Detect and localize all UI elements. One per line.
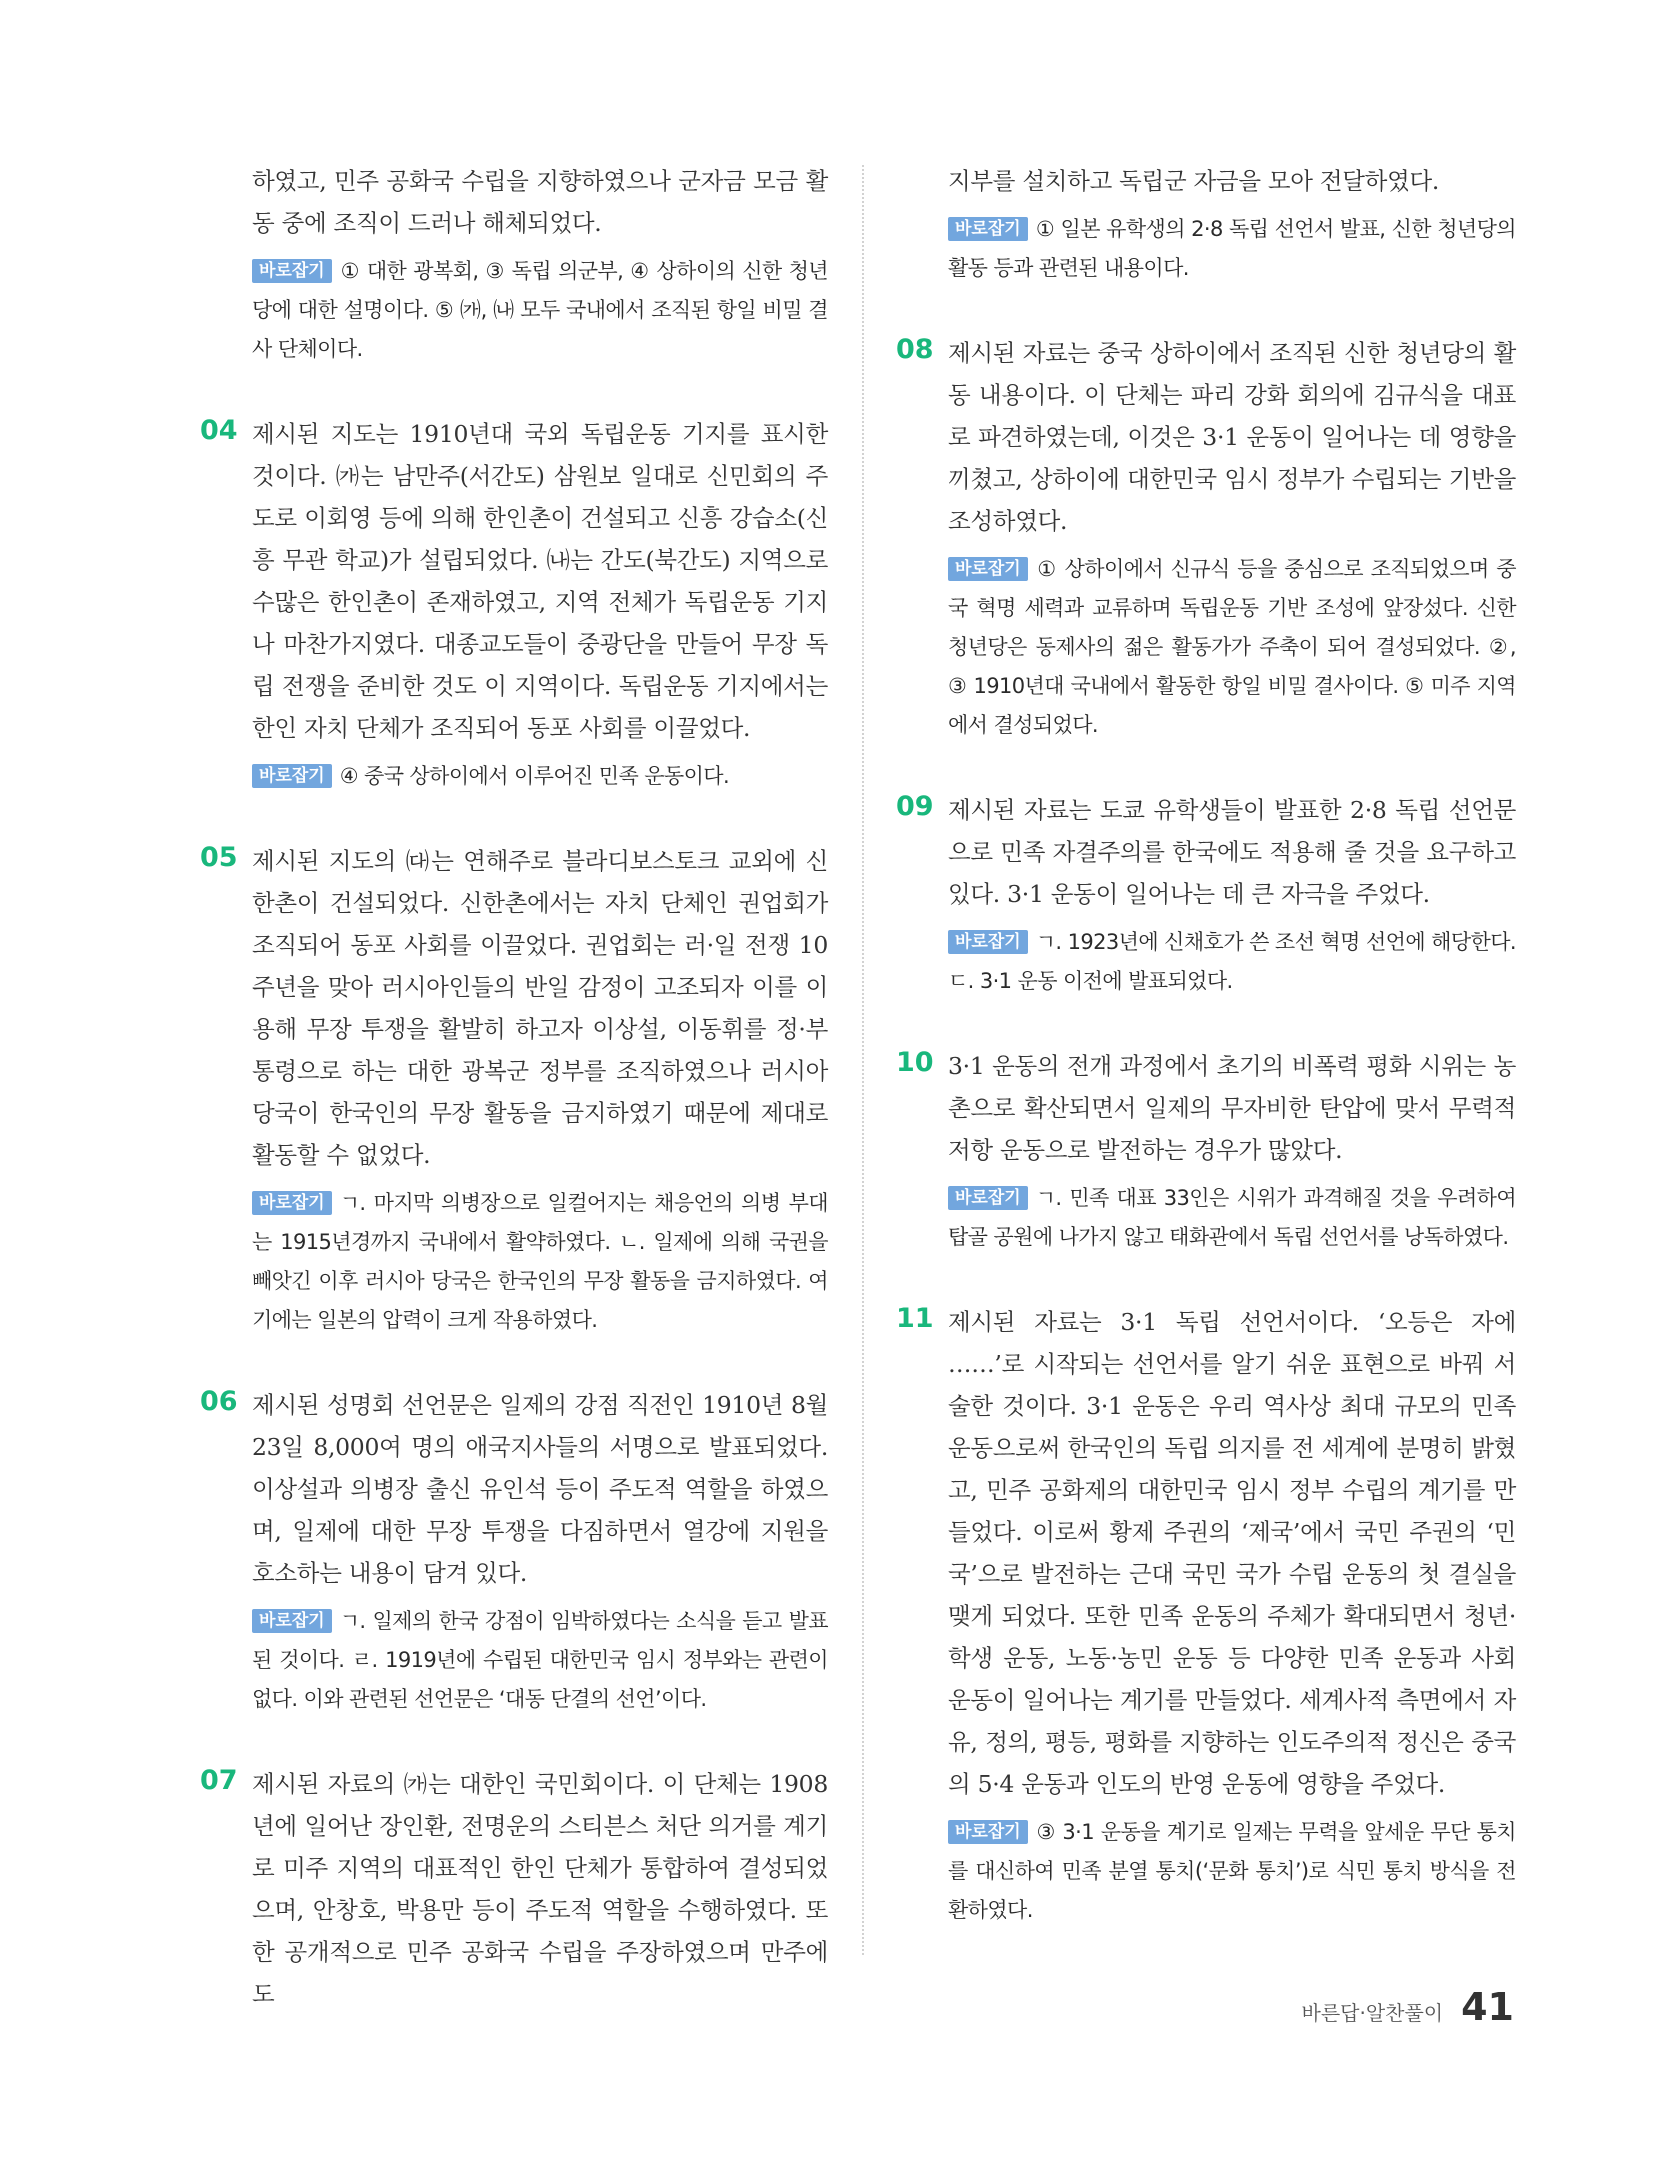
correction-badge: 바로잡기	[948, 217, 1028, 241]
correction-text: ① 상하이에서 신규식 등을 중심으로 조직되었으며 중국 혁명 세력과 교류하며 독립운동 기반 조성에 앞장섰다. 신한 청년당은 동제사의 젊은 활동가가 주축이 되어 결성되었다. ②, ③ 1910년대 국내에서 활동한 항일 비밀 결사이다. ⑤ 미주 지역에서 결성되었다.	[948, 557, 1516, 737]
answer-item-09	[896, 789, 1516, 1001]
question-number: 09	[896, 791, 934, 822]
correction-badge: 바로잡기	[948, 1186, 1028, 1210]
question-number: 07	[200, 1765, 238, 1796]
correction-note	[252, 252, 828, 369]
answer-text: 제시된 자료는 중국 상하이에서 조직된 신한 청년당의 활동 내용이다. 이 단체는 파리 강화 회의에 김규식을 대표로 파견하였는데, 이것은 3·1 운동이 일어나는 데 영향을 끼쳤고, 상하이에 대한민국 임시 정부가 수립되는 기반을 조성하였다.	[948, 339, 1516, 535]
correction-badge: 바로잡기	[948, 930, 1028, 954]
answer-item-08	[896, 332, 1516, 745]
answer-text: 지부를 설치하고 독립군 자금을 모아 전달하였다.	[948, 167, 1440, 195]
left-column	[200, 160, 828, 2059]
correction-badge: 바로잡기	[948, 1820, 1028, 1844]
correction-badge: 바로잡기	[252, 1191, 332, 1215]
correction-badge: 바로잡기	[252, 764, 332, 788]
answer-text: 하였고, 민주 공화국 수립을 지향하였으나 군자금 모금 활동 중에 조직이 드러나 해체되었다.	[252, 167, 828, 237]
column-divider	[862, 165, 864, 1955]
answer-text: 제시된 자료는 3·1 독립 선언서이다. ‘오등은 자에 ……’로 시작되는 선언서를 알기 쉬운 표현으로 바꿔 서술한 것이다. 3·1 운동은 우리 역사상 최대 규모의 민족 운동으로써 한국인의 독립 의지를 전 세계에 분명히 밝혔고, 민주 공화제의 대한민국 임시 정부 수립의 계기를 만들었다. 이로써 황제 주권의 ‘제국’에서 국민 주권의 ‘민국’으로 발전하는 근대 국민 국가 수립 운동의 첫 결실을 맺게 되었다. 또한 민족 운동의 주체가 확대되면서 청년·학생 운동, 노동·농민 운동 등 다양한 민족 운동과 사회 운동이 일어나는 계기를 만들었다. 세계사적 측면에서 자유, 정의, 평등, 평화를 지향하는 인도주의적 정신은 중국의 5·4 운동과 인도의 반영 운동에 영향을 주었다.	[948, 1308, 1516, 1798]
answer-text: 3·1 운동의 전개 과정에서 초기의 비폭력 평화 시위는 농촌으로 확산되면서 일제의 무자비한 탄압에 맞서 무력적 저항 운동으로 발전하는 경우가 많았다.	[948, 1052, 1516, 1164]
correction-text: ① 대한 광복회, ③ 독립 의군부, ④ 상하이의 신한 청년당에 대한 설명이다. ⑤ ㈎, ㈏ 모두 국내에서 조직된 항일 비밀 결사 단체이다.	[252, 259, 828, 361]
answer-text: 제시된 자료는 도쿄 유학생들이 발표한 2·8 독립 선언문으로 민족 자결주의를 한국에도 적용해 줄 것을 요구하고 있다. 3·1 운동이 일어나는 데 큰 자극을 주었다.	[948, 796, 1516, 908]
correction-text: ㄱ. 1923년에 신채호가 쓴 조선 혁명 선언에 해당한다. ㄷ. 3·1 운동 이전에 발표되었다.	[948, 930, 1516, 993]
question-number: 08	[896, 334, 934, 365]
page-footer	[1302, 1985, 1515, 2029]
correction-text: ㄱ. 마지막 의병장으로 일컬어지는 채응언의 의병 부대는 1915년경까지 국내에서 활약하였다. ㄴ. 일제에 의해 국권을 빼앗긴 이후 러시아 당국은 한국인의 무장 활동을 금지하였다. 여기에는 일본의 압력이 크게 작용하였다.	[252, 1191, 828, 1332]
answer-item-11	[896, 1301, 1516, 1930]
correction-note	[948, 550, 1516, 745]
correction-note	[252, 757, 828, 796]
answer-text: 제시된 자료의 ㈎는 대한인 국민회이다. 이 단체는 1908년에 일어난 장인환, 전명운의 스티븐스 처단 의거를 계기로 미주 지역의 대표적인 한인 단체가 통합하여 결성되었으며, 안창호, 박용만 등이 주도적 역할을 수행하였다. 또한 공개적으로 민주 공화국 수립을 주장하였으며 만주에도	[252, 1770, 828, 2008]
correction-note	[252, 1184, 828, 1340]
answer-text: 제시된 성명회 선언문은 일제의 강점 직전인 1910년 8월 23일 8,000여 명의 애국지사들의 서명으로 발표되었다. 이상설과 의병장 출신 유인석 등이 주도적 역할을 하였으며, 일제에 대한 무장 투쟁을 다짐하면서 열강에 지원을 호소하는 내용이 담겨 있다.	[252, 1391, 828, 1587]
answer-text: 제시된 지도는 1910년대 국외 독립운동 기지를 표시한 것이다. ㈎는 남만주(서간도) 삼원보 일대로 신민회의 주도로 이회영 등에 의해 한인촌이 건설되고 신흥 강습소(신흥 무관 학교)가 설립되었다. ㈏는 간도(북간도) 지역으로 수많은 한인촌이 존재하였고, 지역 전체가 독립운동 기지나 마찬가지였다. 대종교도들이 중광단을 만들어 무장 독립 전쟁을 준비한 것도 이 지역이다. 독립운동 기지에서는 한인 자치 단체가 조직되어 동포 사회를 이끌었다.	[252, 420, 828, 742]
page-number: 41	[1461, 1985, 1514, 2029]
correction-badge: 바로잡기	[948, 557, 1028, 581]
answer-item-10	[896, 1045, 1516, 1257]
answer-item-07	[200, 1763, 828, 2015]
right-column	[896, 160, 1516, 1974]
answer-text: 제시된 지도의 ㈐는 연해주로 블라디보스토크 교외에 신한촌이 건설되었다. 신한촌에서는 자치 단체인 권업회가 조직되어 동포 사회를 이끌었다. 권업회는 러·일 전쟁 10주년을 맞아 러시아인들의 반일 감정이 고조되자 이를 이용해 무장 투쟁을 활발히 하고자 이상설, 이동휘를 정·부통령으로 하는 대한 광복군 정부를 조직하였으나 러시아 당국이 한국인의 무장 활동을 금지하였기 때문에 제대로 활동할 수 없었다.	[252, 847, 828, 1169]
correction-badge: 바로잡기	[252, 1609, 332, 1633]
question-number: 04	[200, 415, 238, 446]
book-section-label: 바른답·알찬풀이	[1301, 2001, 1444, 2025]
correction-note	[948, 210, 1516, 288]
correction-note	[948, 1179, 1516, 1257]
answer-item-04	[200, 413, 828, 796]
answer-continuation-07	[896, 160, 1516, 288]
correction-note	[948, 923, 1516, 1001]
question-number: 06	[200, 1386, 238, 1417]
question-number: 05	[200, 842, 238, 873]
answer-item-06	[200, 1384, 828, 1719]
question-number: 10	[896, 1047, 934, 1078]
correction-text: ④ 중국 상하이에서 이루어진 민족 운동이다.	[339, 764, 730, 788]
correction-note	[252, 1602, 828, 1719]
answer-item-05	[200, 840, 828, 1340]
correction-text: ㄱ. 민족 대표 33인은 시위가 과격해질 것을 우려하여 탑골 공원에 나가지 않고 태화관에서 독립 선언서를 낭독하였다.	[948, 1186, 1516, 1249]
correction-note	[948, 1813, 1516, 1930]
question-number: 11	[896, 1303, 934, 1334]
answer-continuation-03	[200, 160, 828, 369]
correction-text: ㄱ. 일제의 한국 강점이 임박하였다는 소식을 듣고 발표된 것이다. ㄹ. 1919년에 수립된 대한민국 임시 정부와는 관련이 없다. 이와 관련된 선언문은 ‘대동 단결의 선언’이다.	[252, 1609, 828, 1711]
correction-badge: 바로잡기	[252, 259, 332, 283]
correction-text: ③ 3·1 운동을 계기로 일제는 무력을 앞세운 무단 통치를 대신하여 민족 분열 통치(‘문화 통치’)로 식민 통치 방식을 전환하였다.	[948, 1820, 1516, 1922]
correction-text: ① 일본 유학생의 2·8 독립 선언서 발표, 신한 청년당의 활동 등과 관련된 내용이다.	[948, 217, 1516, 280]
